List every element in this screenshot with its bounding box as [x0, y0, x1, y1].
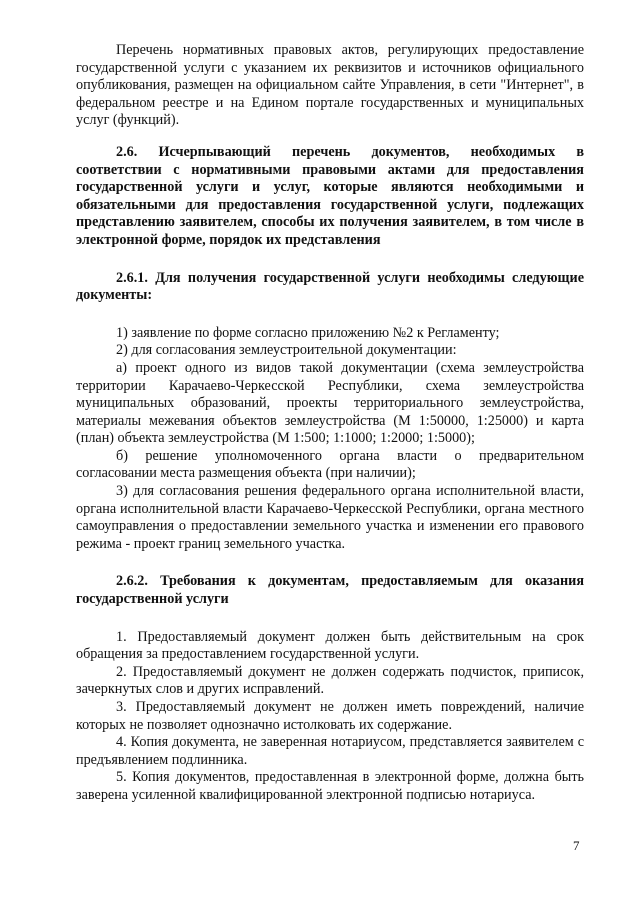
list-item: 1. Предоставляемый документ должен быть действительным на срок обращения за предоставлением государственной услуги.: [76, 628, 584, 663]
list-item: 3. Предоставляемый документ не должен иметь повреждений, наличие которых не позволяет однозначно истолковать их содержание.: [76, 699, 584, 733]
list-item: 1) заявление по форме согласно приложению №2 к Регламенту;: [116, 324, 500, 341]
list-2-6-1: [76, 325, 584, 554]
list-item: а) проект одного из видов такой документации (схема землеустройства территории Карачаево-Черкесской Республики, схема землеустройства муниципальных образований, проекты территориального землеустройства, материалы межевания объектов землеустройства (М 1:50000, 1:25000) и карта (план) объекта землеустройства (М 1:500; 1:1000; 1:2000; 1:5000);: [76, 359, 584, 447]
section-2-6-2-heading: 2.6.2. Требования к документам, предоставляемым для оказания государственной услуги: [76, 573, 584, 608]
list-item: 2. Предоставляемый документ не должен содержать подчисток, приписок, зачеркнутых слов и других исправлений.: [76, 663, 584, 698]
list-item: 3) для согласования решения федерального органа исполнительной власти, органа исполнительной власти Карачаево-Черкесской Республики, органа местного самоуправления о предоставлении земельного участка и изменении его правового режима - проект границ земельного участка.: [76, 483, 584, 552]
list-item: 4. Копия документа, не заверенная нотариусом, представляется заявителем с предъявлением подлинника.: [76, 734, 584, 768]
page-number: 7: [573, 838, 580, 853]
section-2-6-1-heading: 2.6.1. Для получения государственной услуги необходимы следующие документы:: [76, 269, 584, 304]
section-2-6-heading: 2.6. Исчерпывающий перечень документов, необходимых в соответствии с нормативными правовыми актами для предоставления государственной услуги и услуг, которые являются необходимыми и обязательными для предоставления государственной услуги, подлежащих представлению заявителем, способы их получения заявителем, в том числе в электронной форме, порядок их представления: [76, 143, 584, 248]
document-page: [76, 42, 584, 805]
list-item: 2) для согласования землеустроительной документации:: [116, 342, 457, 359]
list-item: б) решение уполномоченного органа власти о предварительном согласовании места размещения объекта (при наличии);: [76, 447, 584, 482]
list-2-6-2: [76, 629, 584, 805]
intro-paragraph: Перечень нормативных правовых актов, регулирующих предоставление государственной услуги с указанием их реквизитов и источников официального опубликования, размещен на официальном сайте Управления, в сети "Интернет", в федеральном реестре и на Едином портале государственных и муниципальных услуг (функций).: [76, 42, 584, 129]
list-item: 5. Копия документов, предоставленная в электронной форме, должна быть заверена усиленной квалифицированной электронной подписью нотариуса.: [76, 769, 584, 803]
